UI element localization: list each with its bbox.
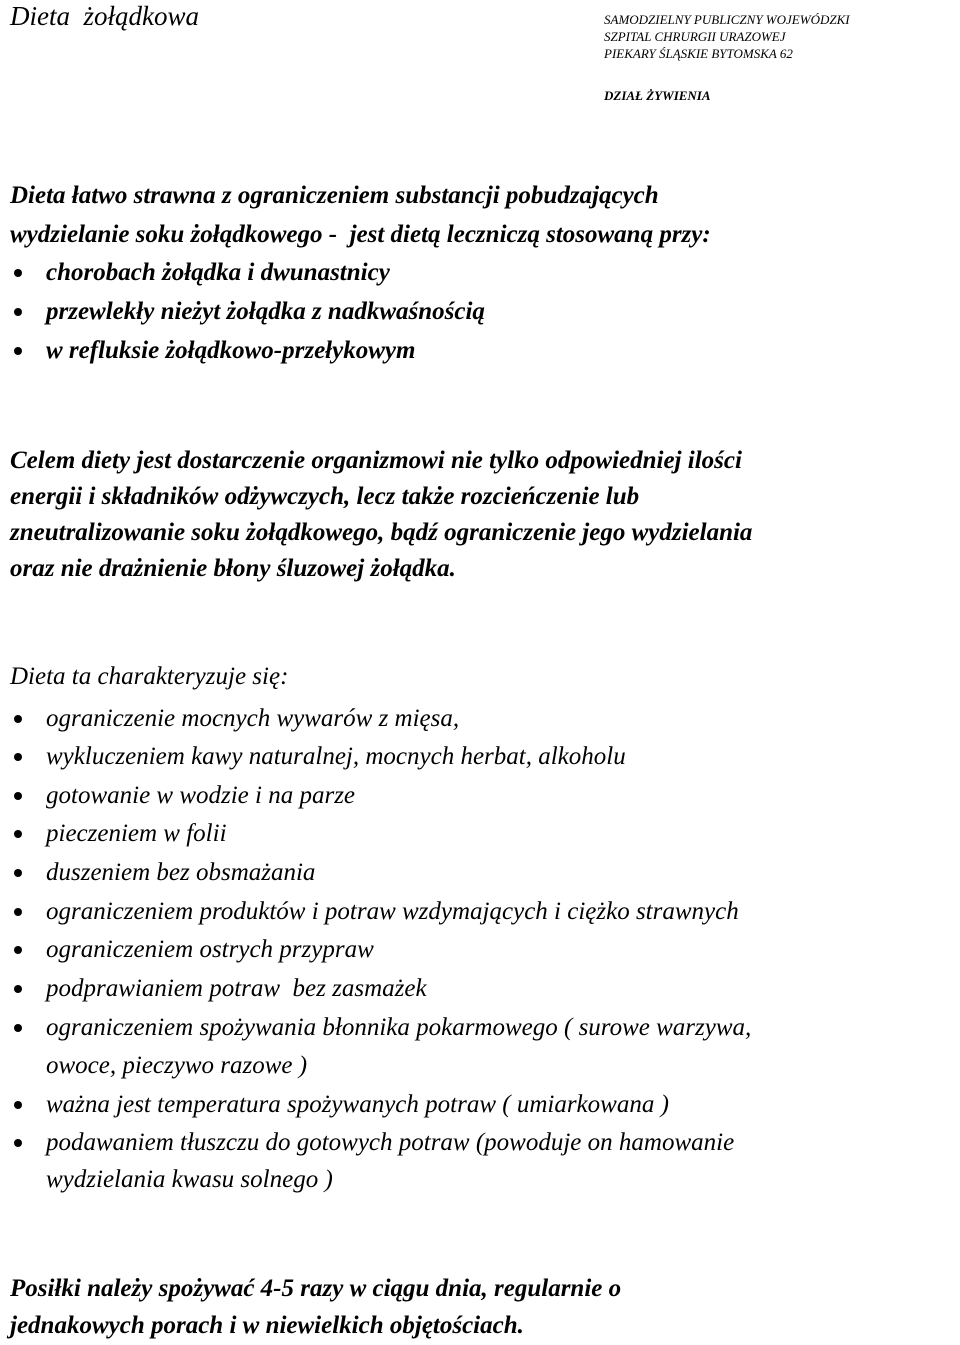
list-item: [0, 974, 427, 1004]
list-item: [0, 1090, 669, 1120]
list-item: [0, 897, 739, 927]
list-item-text: pieczeniem w folii: [46, 820, 227, 847]
list-item-text: podawaniem tłuszczu do gotowych potraw (powoduje on hamowanie: [46, 1129, 735, 1156]
list-item-text: ograniczeniem ostrych przypraw: [46, 936, 374, 963]
bullet-icon: [14, 1139, 22, 1147]
intro-line: Dieta łatwo strawna z ograniczeniem substancji pobudzających: [10, 182, 659, 209]
list-item: [0, 781, 356, 811]
institution-line: SZPITAL CHRURGII URAZOWEJ: [604, 29, 786, 44]
list-item-text: owoce, pieczywo razowe ): [46, 1052, 308, 1079]
list-item: [0, 742, 626, 772]
list-item: [0, 258, 390, 288]
list-item-continuation: [0, 1051, 308, 1081]
list-item-text: gotowanie w wodzie i na parze: [46, 782, 356, 809]
bullet-icon: [14, 347, 22, 355]
list-item-text: wydzielania kwasu solnego ): [46, 1166, 333, 1193]
bullet-icon: [14, 908, 22, 916]
institution-header: [604, 11, 850, 62]
goal-line: oraz nie drażnienie błony śluzowej żołądka.: [10, 555, 456, 582]
bullet-icon: [14, 1024, 22, 1032]
list-item-continuation: [0, 1165, 333, 1195]
list-item-text: ograniczeniem produktów i potraw wzdymających i ciężko strawnych: [46, 898, 739, 925]
list-item: [0, 819, 227, 849]
bullet-icon: [14, 792, 22, 800]
page-title: Dieta żołądkowa: [10, 1, 199, 31]
list-item-text: chorobach żołądka i dwunastnicy: [46, 259, 390, 286]
list-item: [0, 704, 460, 734]
list-item: [0, 1128, 735, 1158]
list-item: [0, 297, 485, 327]
goal-line: zneutralizowanie soku żołądkowego, bądź ograniczenie jego wydzielania: [10, 519, 753, 546]
list-item-text: duszeniem bez obsmażania: [46, 859, 316, 886]
list-item: [0, 336, 416, 366]
bullet-icon: [14, 715, 22, 723]
bullet-icon: [14, 1101, 22, 1109]
bullet-icon: [14, 308, 22, 316]
list-item: [0, 858, 316, 888]
list-item-text: ograniczeniem spożywania błonnika pokarmowego ( surowe warzywa,: [46, 1014, 752, 1041]
footer-line: Posiłki należy spożywać 4-5 razy w ciągu dnia, regularnie o: [10, 1275, 622, 1302]
list-item-text: ograniczenie mocnych wywarów z mięsa,: [46, 705, 460, 732]
bullet-icon: [14, 269, 22, 277]
department-label: DZIAŁ ŻYWIENIA: [604, 88, 711, 103]
bullet-icon: [14, 753, 22, 761]
list-item-text: przewlekły nieżyt żołądka z nadkwaśnością: [46, 298, 485, 325]
institution-line: PIEKARY ŚLĄSKIE BYTOMSKA 62: [604, 46, 793, 61]
list-item: [0, 1013, 752, 1043]
intro-line: wydzielanie soku żołądkowego - jest dietą leczniczą stosowaną przy:: [10, 221, 711, 248]
list-item-text: podprawianiem potraw bez zasmażek: [46, 975, 427, 1002]
bullet-icon: [14, 830, 22, 838]
list-item-text: ważna jest temperatura spożywanych potraw ( umiarkowana ): [46, 1091, 669, 1118]
goal-line: energii i składników odżywczych, lecz także rozcieńczenie lub: [10, 483, 640, 510]
list-item: [0, 935, 374, 965]
goal-line: Celem diety jest dostarczenie organizmowi nie tylko odpowiedniej ilości: [10, 447, 742, 474]
institution-line: SAMODZIELNY PUBLICZNY WOJEWÓDZKI: [604, 12, 850, 27]
bullet-icon: [14, 946, 22, 954]
characteristics-heading: Dieta ta charakteryzuje się:: [10, 663, 289, 690]
list-item-text: wykluczeniem kawy naturalnej, mocnych herbat, alkoholu: [46, 743, 626, 770]
list-item-text: w refluksie żołądkowo-przełykowym: [46, 337, 416, 364]
bullet-icon: [14, 869, 22, 877]
footer-line: jednakowych porach i w niewielkich objętościach.: [10, 1312, 524, 1339]
bullet-icon: [14, 985, 22, 993]
